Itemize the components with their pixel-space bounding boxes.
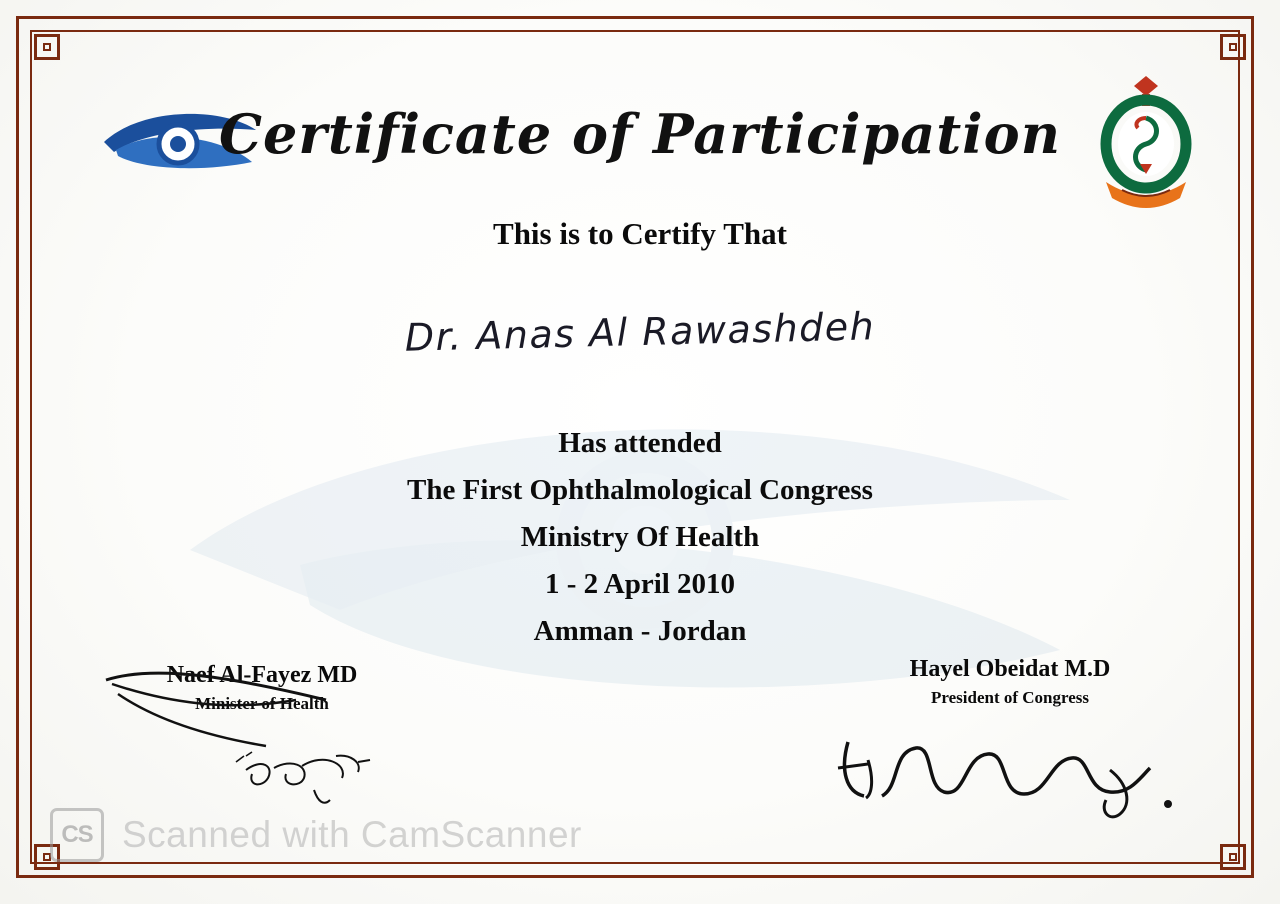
body-line: Has attended [558,427,722,459]
signatory-name: Naef Al-Fayez MD [166,662,358,688]
certificate-header [60,72,1220,192]
certificate-title: Certificate of Participation [219,102,1061,166]
camscanner-badge: CS [50,808,104,862]
recipient-name: Dr. Anas Al Rawashdeh [404,304,876,360]
signatory-role: President of Congress [930,688,1090,707]
signatory-role: Minister of Health [195,694,329,713]
signature-block-right [840,656,1180,708]
body-line: The First Ophthalmological Congress [407,474,873,506]
body-line: 1 - 2 April 2010 [544,568,736,600]
corner-ornament-top-right [1220,34,1246,60]
corner-ornament-bottom-right [1220,844,1246,870]
body-line: Ministry Of Health [520,521,760,553]
signature-block-left [92,662,432,714]
certificate-subtitle: This is to Certify That [493,216,787,251]
corner-ornament-top-left [34,34,60,60]
ministry-emblem-icon [1100,72,1192,208]
body-line: Amman - Jordan [533,615,747,647]
signatory-name: Hayel Obeidat M.D [909,656,1111,682]
certificate-body [0,420,1280,655]
camscanner-text: Scanned with CamScanner [122,814,582,855]
camscanner-watermark [50,808,582,862]
